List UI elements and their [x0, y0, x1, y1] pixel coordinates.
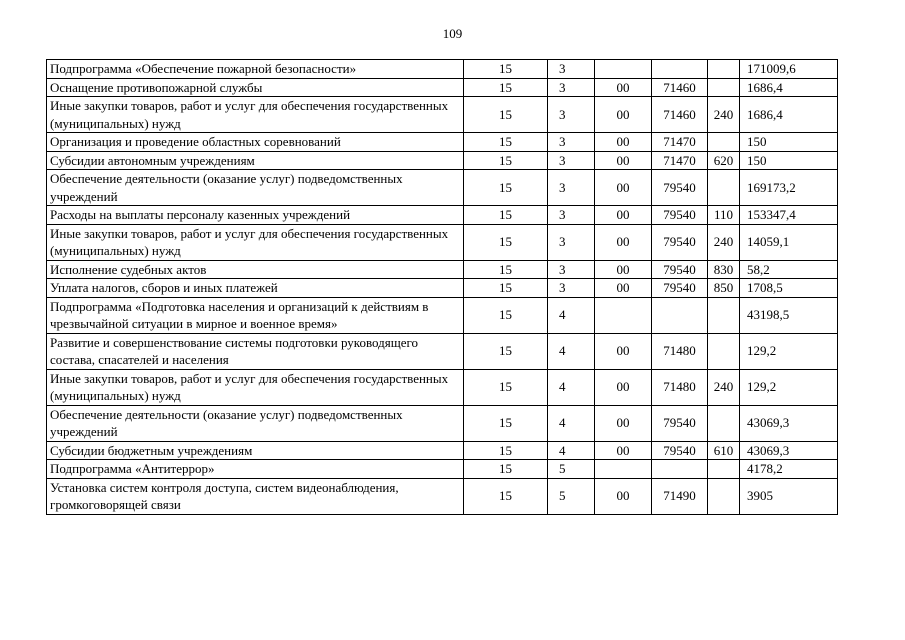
row-main-event-code: 00: [595, 133, 652, 152]
row-amount: 150: [740, 133, 838, 152]
row-direction-code: 79540: [652, 441, 708, 460]
row-main-event-code: 00: [595, 260, 652, 279]
row-program-code: 15: [464, 206, 548, 225]
row-name: Иные закупки товаров, работ и услуг для обеспечения государственных (муниципальных) нужд: [47, 224, 464, 260]
table-row: [47, 405, 838, 441]
row-name: Иные закупки товаров, работ и услуг для обеспечения государственных (муниципальных) нужд: [47, 97, 464, 133]
row-direction-code: 71470: [652, 151, 708, 170]
row-amount: 1686,4: [740, 97, 838, 133]
row-amount: 1686,4: [740, 78, 838, 97]
row-direction-code: 71470: [652, 133, 708, 152]
row-main-event-code: 00: [595, 333, 652, 369]
row-direction-code: 79540: [652, 206, 708, 225]
budget-table: [46, 59, 838, 515]
row-expense-type-code: 850: [708, 279, 740, 298]
row-amount: 3905: [740, 478, 838, 514]
row-main-event-code: [595, 60, 652, 79]
row-subprogram-code: 3: [548, 78, 595, 97]
row-program-code: 15: [464, 297, 548, 333]
row-amount: 1708,5: [740, 279, 838, 298]
row-direction-code: 79540: [652, 170, 708, 206]
row-main-event-code: 00: [595, 78, 652, 97]
row-name: Расходы на выплаты персоналу казенных учреждений: [47, 206, 464, 225]
row-main-event-code: [595, 460, 652, 479]
row-subprogram-code: 5: [548, 478, 595, 514]
table-row: [47, 224, 838, 260]
row-direction-code: 79540: [652, 405, 708, 441]
row-expense-type-code: [708, 170, 740, 206]
row-name: Субсидии автономным учреждениям: [47, 151, 464, 170]
table-row: [47, 60, 838, 79]
row-name: Обеспечение деятельности (оказание услуг) подведомственных учреждений: [47, 170, 464, 206]
row-program-code: 15: [464, 369, 548, 405]
row-program-code: 15: [464, 224, 548, 260]
table-row: [47, 206, 838, 225]
row-direction-code: [652, 460, 708, 479]
row-subprogram-code: 3: [548, 60, 595, 79]
row-subprogram-code: 3: [548, 206, 595, 225]
row-direction-code: 71480: [652, 369, 708, 405]
table-row: [47, 333, 838, 369]
table-row: [47, 441, 838, 460]
row-name: Оснащение противопожарной службы: [47, 78, 464, 97]
table-row: [47, 260, 838, 279]
row-direction-code: 71460: [652, 97, 708, 133]
row-program-code: 15: [464, 441, 548, 460]
row-expense-type-code: 110: [708, 206, 740, 225]
row-main-event-code: 00: [595, 441, 652, 460]
row-name: Уплата налогов, сборов и иных платежей: [47, 279, 464, 298]
row-expense-type-code: [708, 60, 740, 79]
row-main-event-code: 00: [595, 206, 652, 225]
row-expense-type-code: 620: [708, 151, 740, 170]
row-main-event-code: [595, 297, 652, 333]
row-expense-type-code: [708, 460, 740, 479]
row-subprogram-code: 4: [548, 405, 595, 441]
row-subprogram-code: 3: [548, 133, 595, 152]
row-main-event-code: 00: [595, 405, 652, 441]
row-subprogram-code: 3: [548, 260, 595, 279]
row-name: Подпрограмма «Антитеррор»: [47, 460, 464, 479]
row-direction-code: 79540: [652, 279, 708, 298]
row-program-code: 15: [464, 151, 548, 170]
row-main-event-code: 00: [595, 369, 652, 405]
row-subprogram-code: 4: [548, 333, 595, 369]
row-expense-type-code: [708, 478, 740, 514]
row-amount: 43198,5: [740, 297, 838, 333]
row-subprogram-code: 4: [548, 297, 595, 333]
row-program-code: 15: [464, 333, 548, 369]
table-row: [47, 97, 838, 133]
row-program-code: 15: [464, 60, 548, 79]
table-row: [47, 78, 838, 97]
row-program-code: 15: [464, 405, 548, 441]
table-row: [47, 478, 838, 514]
row-main-event-code: 00: [595, 170, 652, 206]
row-name: Иные закупки товаров, работ и услуг для обеспечения государственных (муниципальных) нужд: [47, 369, 464, 405]
row-program-code: 15: [464, 133, 548, 152]
row-program-code: 15: [464, 478, 548, 514]
row-expense-type-code: [708, 297, 740, 333]
row-main-event-code: 00: [595, 478, 652, 514]
page-number: 109: [442, 26, 463, 41]
row-direction-code: [652, 297, 708, 333]
row-amount: 169173,2: [740, 170, 838, 206]
row-name: Организация и проведение областных соревнований: [47, 133, 464, 152]
row-direction-code: 71490: [652, 478, 708, 514]
row-direction-code: 71460: [652, 78, 708, 97]
row-program-code: 15: [464, 97, 548, 133]
row-expense-type-code: 240: [708, 224, 740, 260]
row-expense-type-code: 830: [708, 260, 740, 279]
row-expense-type-code: [708, 333, 740, 369]
row-direction-code: 79540: [652, 260, 708, 279]
row-amount: 150: [740, 151, 838, 170]
row-program-code: 15: [464, 260, 548, 279]
row-program-code: 15: [464, 279, 548, 298]
table-row: [47, 133, 838, 152]
row-subprogram-code: 3: [548, 224, 595, 260]
row-amount: 129,2: [740, 369, 838, 405]
table-row: [47, 279, 838, 298]
row-expense-type-code: 610: [708, 441, 740, 460]
row-amount: 129,2: [740, 333, 838, 369]
row-subprogram-code: 5: [548, 460, 595, 479]
row-expense-type-code: [708, 405, 740, 441]
row-amount: 58,2: [740, 260, 838, 279]
row-name: Развитие и совершенствование системы подготовки руководящего состава, спасателей и населения: [47, 333, 464, 369]
row-main-event-code: 00: [595, 279, 652, 298]
row-amount: 171009,6: [740, 60, 838, 79]
row-name: Исполнение судебных актов: [47, 260, 464, 279]
row-amount: 43069,3: [740, 405, 838, 441]
row-subprogram-code: 3: [548, 170, 595, 206]
table-body: [47, 60, 838, 515]
row-expense-type-code: [708, 133, 740, 152]
row-name: Субсидии бюджетным учреждениям: [47, 441, 464, 460]
row-program-code: 15: [464, 460, 548, 479]
table-row: [47, 151, 838, 170]
row-direction-code: [652, 60, 708, 79]
row-subprogram-code: 3: [548, 279, 595, 298]
row-main-event-code: 00: [595, 224, 652, 260]
table-row: [47, 369, 838, 405]
row-subprogram-code: 4: [548, 369, 595, 405]
row-amount: 14059,1: [740, 224, 838, 260]
row-main-event-code: 00: [595, 151, 652, 170]
row-name: Установка систем контроля доступа, систем видеонаблюдения, громкоговорящей связи: [47, 478, 464, 514]
row-expense-type-code: [708, 78, 740, 97]
row-program-code: 15: [464, 170, 548, 206]
row-name: Подпрограмма «Обеспечение пожарной безопасности»: [47, 60, 464, 79]
row-expense-type-code: 240: [708, 97, 740, 133]
row-direction-code: 79540: [652, 224, 708, 260]
row-amount: 4178,2: [740, 460, 838, 479]
row-name: Подпрограмма «Подготовка населения и организаций к действиям в чрезвычайной ситуации в мирное и военное время»: [47, 297, 464, 333]
row-subprogram-code: 3: [548, 151, 595, 170]
row-amount: 43069,3: [740, 441, 838, 460]
row-expense-type-code: 240: [708, 369, 740, 405]
row-subprogram-code: 4: [548, 441, 595, 460]
row-main-event-code: 00: [595, 97, 652, 133]
table-row: [47, 460, 838, 479]
row-direction-code: 71480: [652, 333, 708, 369]
row-name: Обеспечение деятельности (оказание услуг) подведомственных учреждений: [47, 405, 464, 441]
table-row: [47, 297, 838, 333]
table-row: [47, 170, 838, 206]
row-amount: 153347,4: [740, 206, 838, 225]
row-subprogram-code: 3: [548, 97, 595, 133]
row-program-code: 15: [464, 78, 548, 97]
